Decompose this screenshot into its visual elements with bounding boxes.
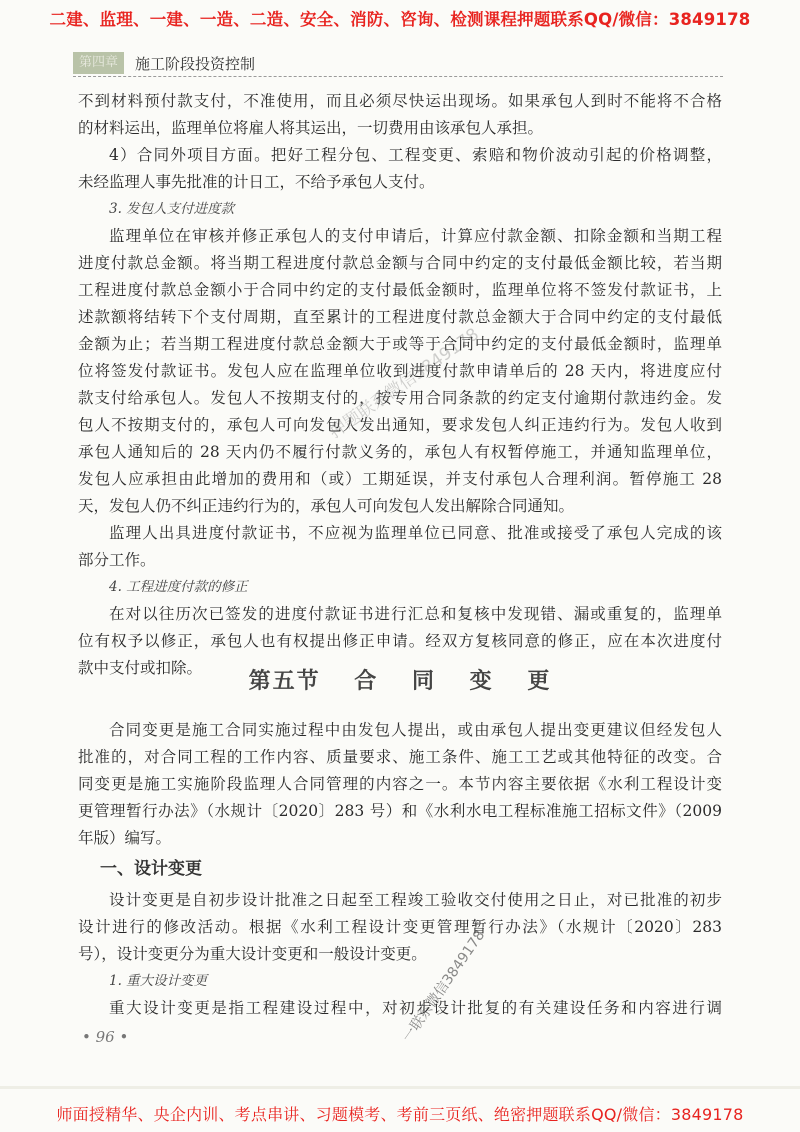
text-line: 号），设计变更分为重大设计变更和一般设计变更。 <box>78 945 427 963</box>
text-line: 更管理暂行办法》（水规计〔2020〕283 号）和《水利水电工程标准施工招标文件》（2009 <box>78 802 722 820</box>
text-line: 未经监理人事先批准的计日工，不给予承包人支付。 <box>78 173 435 191</box>
text-line: 监理人出具进度付款证书，不应视为监理单位已同意、批准或接受了承包人完成的该 <box>109 524 722 542</box>
text-line: 批准的，对合同工程的工作内容、质量要求、施工条件、施工工艺或其他特征的改变。合 <box>78 748 722 766</box>
subheading: 4. 工程进度付款的修正 <box>109 579 248 595</box>
text-line: 天，发包人仍不纠正违约行为的，承包人可向发包人发出解除合同通知。 <box>78 497 575 515</box>
text-line: 承包人通知后的 28 天内仍不履行付款义务的，承包人有权暂停施工，并通知监理单位， <box>78 443 722 461</box>
text-line: 款支付给承包人。发包人不按期支付的，按专用合同条款的约定支付逾期付款违约金。发 <box>78 389 722 407</box>
section-number: 第五节 <box>248 668 321 694</box>
text-line: 年版）编写。 <box>78 829 172 847</box>
section-title <box>0 664 800 695</box>
section-title-char: 合 <box>354 668 379 694</box>
watermark: 一联系微信3849178 <box>399 927 489 1046</box>
text-line: 设计进行的修改活动。根据《水利工程设计变更管理暂行办法》（水规计〔2020〕283 <box>78 918 722 936</box>
text-line: 述款额将结转下个支付周期，直至累计的工程进度付款总金额大于合同中约定的支付最低 <box>78 308 722 326</box>
body-text-block-3 <box>78 887 722 1022</box>
chapter-badge: 第四章 <box>73 52 124 74</box>
text-line: 款中支付或扣除。 <box>78 659 203 677</box>
text-line: 在对以往历次已签发的进度付款证书进行汇总和复核中发现错、漏或重复的，监理单 <box>109 605 722 623</box>
page-number: • 96 • <box>82 1028 129 1046</box>
text-line: 进度付款总金额。将当期工程进度付款总金额与合同中约定的支付最低金额比较，若当期 <box>78 254 722 272</box>
text-line: 包人不按期支付的，承包人可向发包人发出通知，要求发包人纠正违约行为。发包人收到 <box>78 416 722 434</box>
subheading: 3. 发包人支付进度款 <box>109 201 235 217</box>
text-line: 的材料运出，监理单位将雇人将其运出，一切费用由该承包人承担。 <box>78 119 544 137</box>
text-line: 部分工作。 <box>78 551 156 569</box>
top-promo-banner: 二建、监理、一建、一造、二造、安全、消防、咨询、检测课程押题联系QQ/微信：3849178 <box>49 10 751 29</box>
text-line: 合同变更是施工合同实施过程中由发包人提出，或由承包人提出变更建议但经发包人 <box>109 721 722 739</box>
header-title: 施工阶段投资控制 <box>135 55 256 73</box>
section-title-char: 同 <box>411 668 436 694</box>
text-line: 金额为止；若当期工程进度付款总金额大于或等于合同中约定的支付最低金额时，监理单 <box>78 335 722 353</box>
text-line: 重大设计变更是指工程建设过程中，对初步设计批复的有关建设任务和内容进行调 <box>109 999 722 1017</box>
section-title-char: 变 <box>469 668 494 694</box>
heading-design-change: 一、设计变更 <box>100 859 202 879</box>
text-line: 位有权予以修正，承包人也有权提出修正申请。经双方复核同意的修正，应在本次进度付 <box>78 632 722 650</box>
page-edge <box>0 1086 800 1089</box>
text-line: 位将签发付款证书。发包人应在监理单位收到进度付款申请单后的 28 天内，将进度应付 <box>78 362 722 380</box>
text-line: 4）合同外项目方面。把好工程分包、工程变更、索赔和物价波动引起的价格调整， <box>109 146 722 164</box>
running-header <box>73 52 723 77</box>
text-line: 不到材料预付款支付，不准使用，而且必须尽快运出现场。如果承包人到时不能将不合格 <box>78 92 722 110</box>
section-title-char: 更 <box>527 668 552 694</box>
subheading: 1. 重大设计变更 <box>109 973 208 989</box>
text-line: 同变更是施工实施阶段监理人合同管理的内容之一。本节内容主要依据《水利工程设计变 <box>78 775 722 793</box>
text-line: 设计变更是自初步设计批准之日起至工程竣工验收交付使用之日止，对已批准的初步 <box>109 891 722 909</box>
text-line: 监理单位在审核并修正承包人的支付申请后，计算应付款金额、扣除金额和当期工程 <box>109 227 722 245</box>
watermark: 押题联系微信3849178 <box>325 324 483 443</box>
text-line: 发包人应承担由此增加的费用和（或）工期延误，并支付承包人合理利润。暂停施工 28 <box>78 470 722 488</box>
bottom-promo-banner: 师面授精华、央企内训、考点串讲、习题模考、考前三页纸、绝密押题联系QQ/微信：3849178 <box>56 1105 744 1124</box>
text-line: 工程进度付款总金额小于合同中约定的支付最低金额时，监理单位将不签发付款证书，上 <box>78 281 722 299</box>
body-text-block-2 <box>78 717 722 852</box>
